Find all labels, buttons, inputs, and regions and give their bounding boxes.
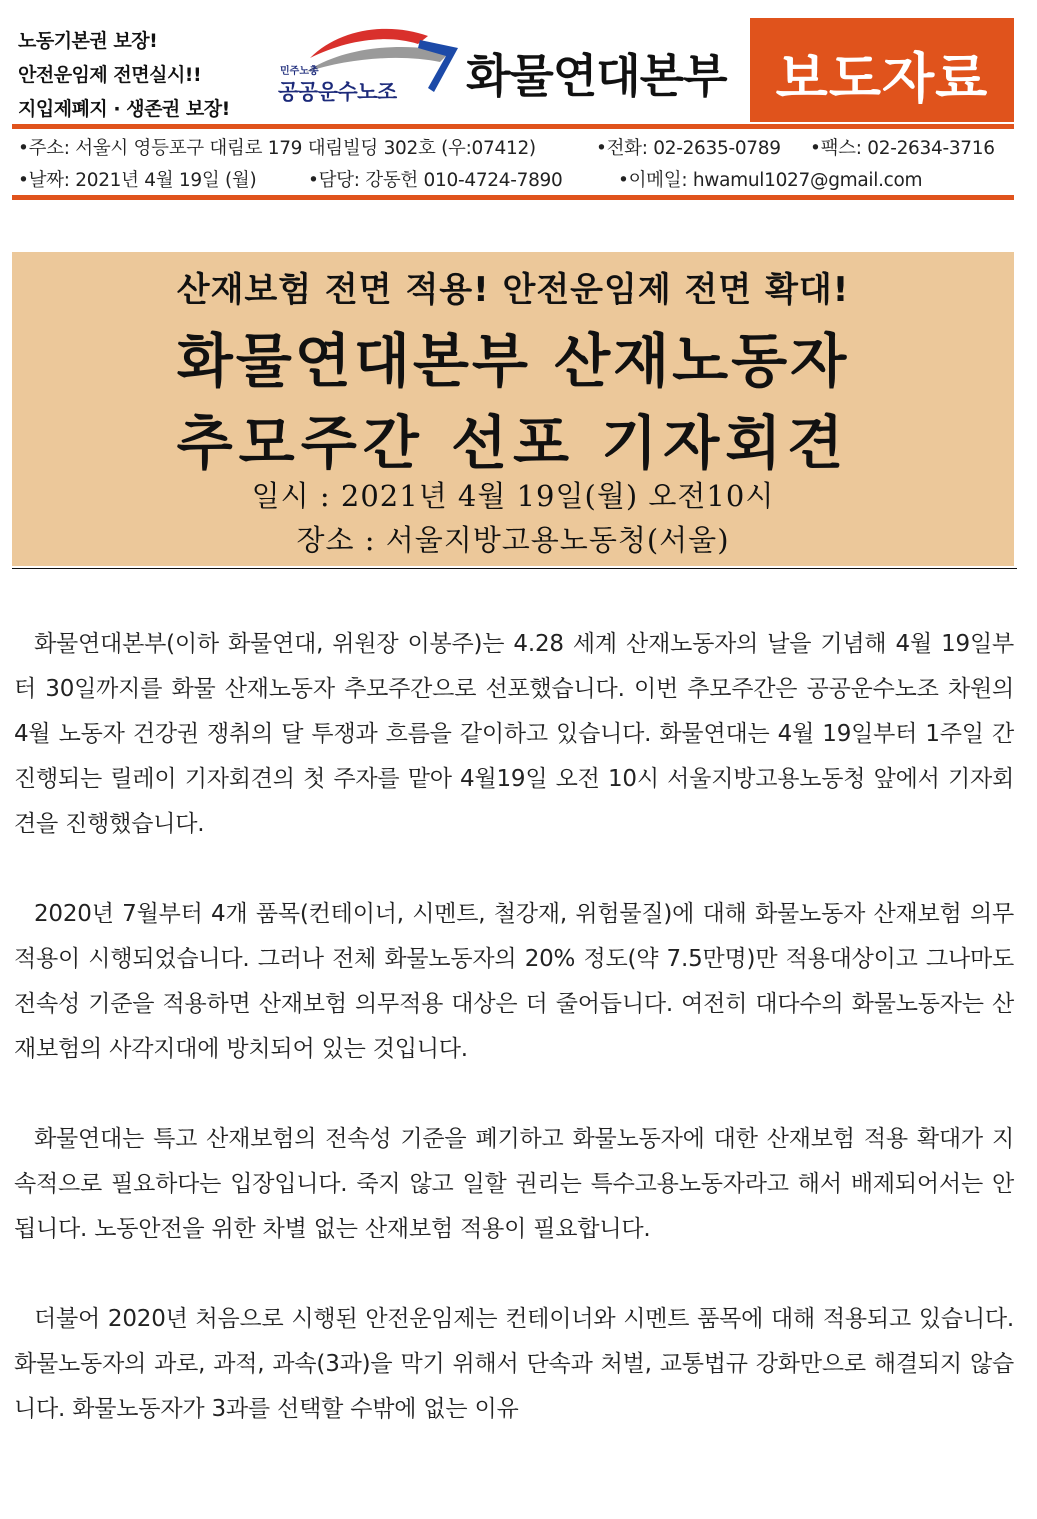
event-place: 장소 : 서울지방고용노동청(서울) bbox=[296, 523, 730, 557]
slogan-1: 노동기본권 보장! bbox=[18, 30, 158, 52]
headline-line-1: 화물연대본부 산재노동자 bbox=[176, 327, 850, 395]
federation-label: 민주노총 bbox=[280, 66, 319, 77]
contact-email: •이메일: hwamul1027@gmail.com bbox=[618, 170, 923, 191]
contact-line-1 bbox=[18, 134, 1018, 160]
org-name: 화물연대본부 bbox=[466, 49, 727, 103]
union-name: 공공운수노조 bbox=[278, 80, 397, 104]
event-datetime: 일시 : 2021년 4월 19일(월) 오전10시 bbox=[251, 479, 775, 513]
contact-address: •주소: 서울시 영등포구 대림로 179 대림빌딩 302호 (우:07412) bbox=[18, 138, 536, 159]
contact-divider bbox=[12, 195, 1014, 200]
title-divider bbox=[12, 568, 1017, 569]
press-release-badge bbox=[750, 18, 1014, 122]
headline-subtitle: 산재보험 전면 적용! 안전운임제 전면 확대! bbox=[176, 270, 850, 310]
contact-person: •담당: 강동헌 010-4724-7890 bbox=[308, 170, 563, 191]
slogan-2: 안전운임제 전면실시!! bbox=[18, 64, 202, 86]
contact-phone: •전화: 02-2635-0789 bbox=[596, 138, 781, 159]
paragraph-2: 2020년 7월부터 4개 품목(컨테이너, 시멘트, 철강재, 위험물질)에 대해 화물노동자 산재보험 의무적용이 시행되었습니다. 그러나 전체 화물노동자의 20% 정도(약 7.5만명)만 적용대상이고 그나마도 전속성 기준을 적용하면 산재보험 의무적용 대상은 더 줄어듭니다. 여전히 대다수의 화물노동자는 산재보험의 사각지대에 방치되어 있는 것입니다. bbox=[14, 901, 1014, 1062]
union-logo bbox=[264, 18, 464, 116]
slogan-3: 지입제폐지 · 생존권 보장! bbox=[18, 98, 230, 120]
contact-date: •날짜: 2021년 4월 19일 (월) bbox=[18, 170, 257, 191]
headline-line-2: 추모주간 선포 기자회견 bbox=[176, 409, 850, 477]
paragraph-1: 화물연대본부(이하 화물연대, 위원장 이봉주)는 4.28 세계 산재노동자의 날을 기념해 4월 19일부터 30일까지를 화물 산재노동자 추모주간으로 선포했습니다. 이번 추모주간은 공공운수노조 차원의 4월 노동자 건강권 쟁취의 달 투쟁과 흐름을 같이하고 있습니다. 화물연대는 4월 19일부터 1주일 간 진행되는 릴레이 기자회견의 첫 주자를 맡아 4월19일 오전 10시 서울지방고용노동청 앞에서 기자회견을 진행했습니다. bbox=[14, 631, 1014, 837]
paragraph-4: 더불어 2020년 처음으로 시행된 안전운임제는 컨테이너와 시멘트 품목에 대해 적용되고 있습니다. 화물노동자의 과로, 과적, 과속(3과)을 막기 위해서 단속과 처벌, 교통법규 강화만으로 해결되지 않습니다. 화물노동자가 3과를 선택할 수밖에 없는 이유 bbox=[14, 1306, 1014, 1422]
slogan-list bbox=[18, 24, 268, 126]
paragraph-3: 화물연대는 특고 산재보험의 전속성 기준을 폐기하고 화물노동자에 대한 산재보험 적용 확대가 지속적으로 필요하다는 입장입니다. 죽지 않고 일할 권리는 특수고용노동자라고 해서 배제되어서는 안 됩니다. 노동안전을 위한 차별 없는 산재보험 적용이 필요합니다. bbox=[14, 1126, 1014, 1242]
letterhead bbox=[12, 18, 1014, 126]
press-release-label: 보도자료 bbox=[775, 47, 989, 110]
header-divider bbox=[12, 124, 1014, 129]
article-body bbox=[14, 622, 1014, 1477]
contact-line-2 bbox=[18, 166, 1018, 192]
headline-box bbox=[12, 252, 1014, 566]
contact-fax: •팩스: 02-2634-3716 bbox=[810, 138, 995, 159]
